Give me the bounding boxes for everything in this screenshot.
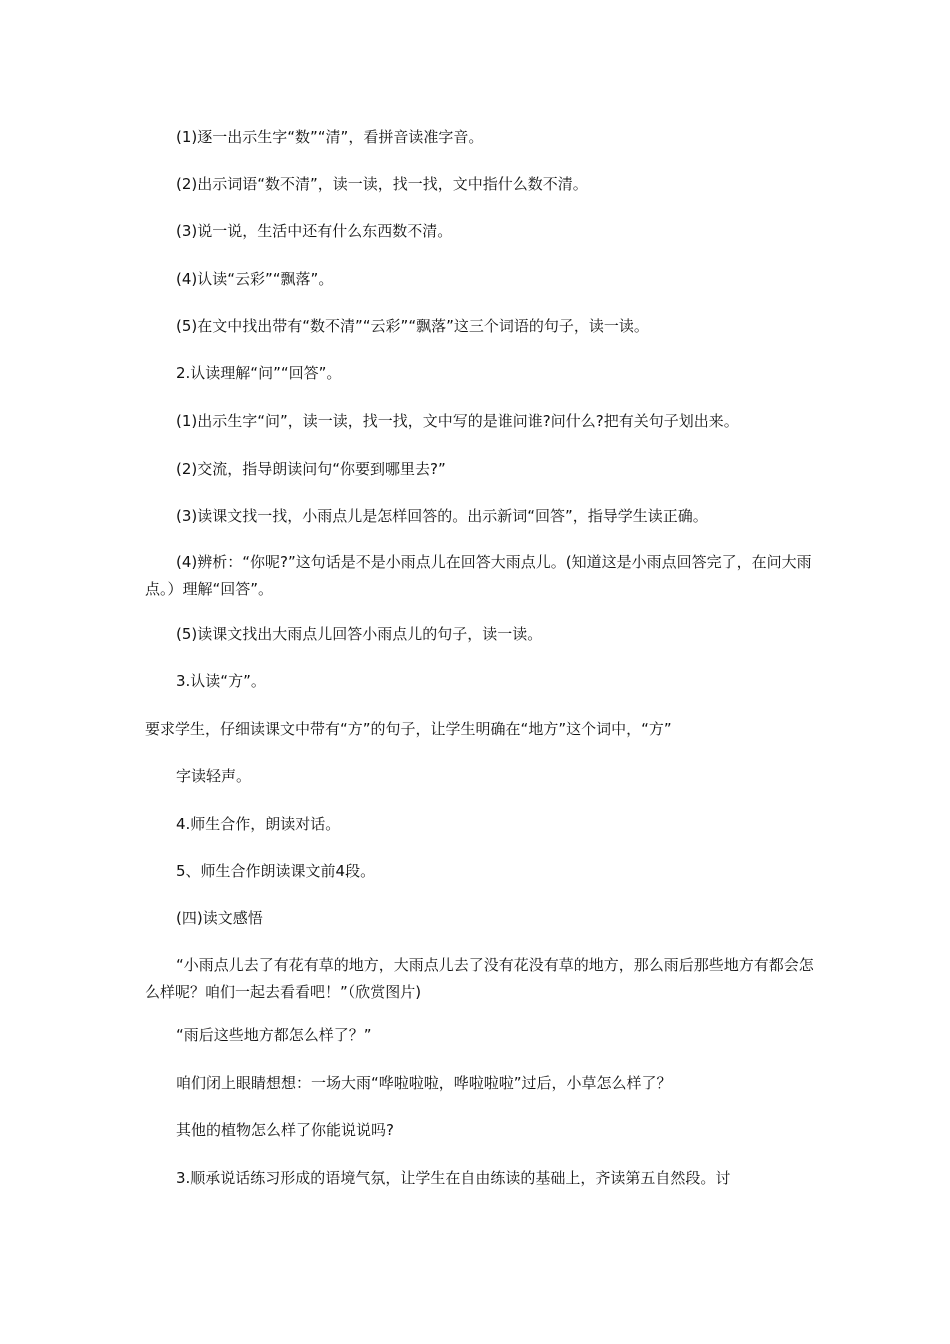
text-line: “雨后这些地方都怎么样了？” xyxy=(176,1026,372,1044)
text-line: (1)逐一出示生字“数”“清”，看拼音读准字音。 xyxy=(176,128,484,146)
text-line: (5)读课文找出大雨点儿回答小雨点儿的句子，读一读。 xyxy=(176,625,543,643)
section-heading: (四)读文感悟 xyxy=(176,909,263,927)
text-line: 3.认读“方”。 xyxy=(176,672,266,690)
text-line: 要求学生，仔细读课文中带有“方”的句子，让学生明确在“地方”这个词中，“方” xyxy=(145,720,672,738)
text-line: 其他的植物怎么样了你能说说吗? xyxy=(176,1121,394,1139)
text-line: 咱们闭上眼睛想想：一场大雨“哗啦啦啦，哗啦啦啦”过后，小草怎么样了？ xyxy=(176,1074,672,1092)
text-line: (2)出示词语“数不清”，读一读，找一找，文中指什么数不清。 xyxy=(176,175,588,193)
text-line: (3)读课文找一找，小雨点儿是怎样回答的。出示新词“回答”，指导学生读正确。 xyxy=(176,507,708,525)
text-line: 字读轻声。 xyxy=(176,767,252,785)
text-paragraph: (4)辨析：“你呢?”这句话是不是小雨点儿在回答大雨点儿。(知道这是小雨点回答完了，在问大雨点。）理解“回答”。 xyxy=(145,553,812,598)
text-line: (2)交流，指导朗读问句“你要到哪里去?” xyxy=(176,460,446,478)
text-line: (5)在文中找出带有“数不清”“云彩”“飘落”这三个词语的句子，读一读。 xyxy=(176,317,649,335)
text-paragraph: “小雨点儿去了有花有草的地方，大雨点儿去了没有花没有草的地方，那么雨后那些地方有都会怎么样呢？咱们一起去看看吧！”（欣赏图片) xyxy=(145,956,814,1001)
text-line: 3.顺承说话练习形成的语境气氛，让学生在自由练读的基础上，齐读第五自然段。讨 xyxy=(176,1169,731,1187)
text-line: (1)出示生字“问”，读一读，找一找，文中写的是谁问谁?问什么?把有关句子划出来。 xyxy=(176,412,739,430)
text-line: 4.师生合作，朗读对话。 xyxy=(176,815,341,833)
text-line: 2.认读理解“问”“回答”。 xyxy=(176,364,342,382)
text-line: (4)认读“云彩”“飘落”。 xyxy=(176,270,334,288)
text-line: (3)说一说，生活中还有什么东西数不清。 xyxy=(176,222,453,240)
text-line: 5、师生合作朗读课文前4段。 xyxy=(176,862,376,880)
